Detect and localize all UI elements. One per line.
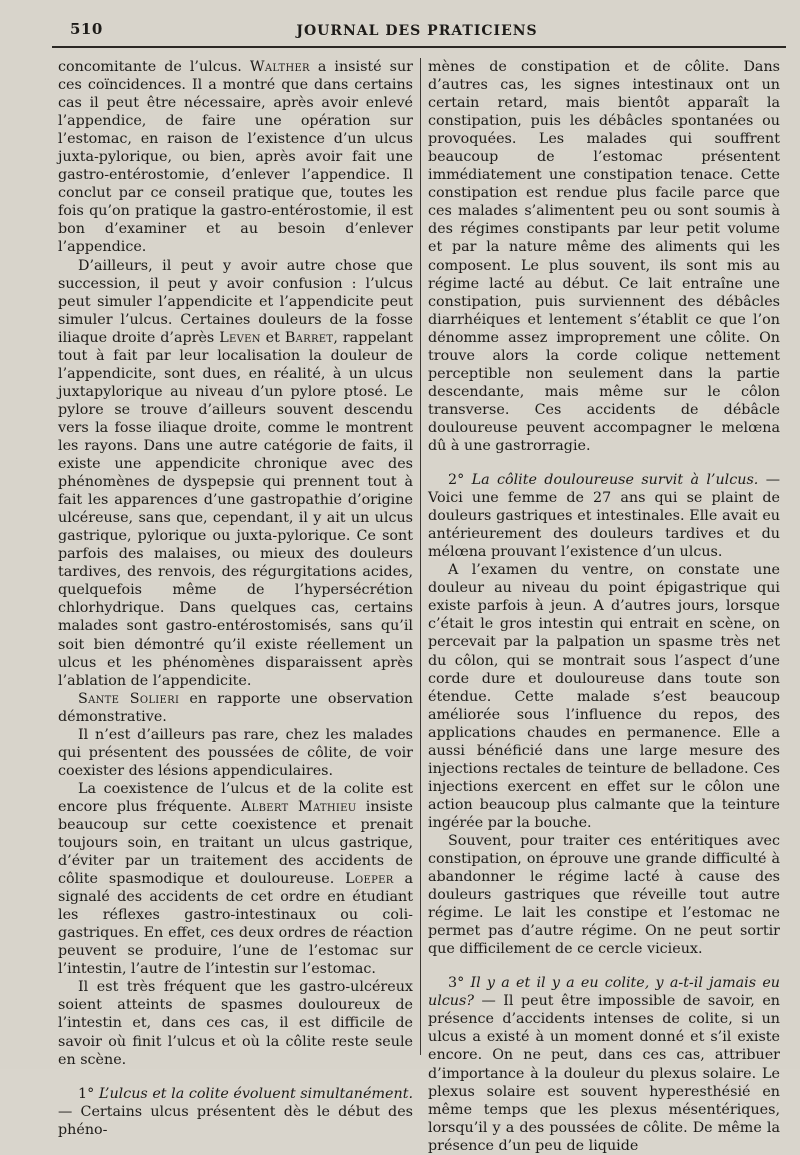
paragraph: Sante Solieri en rapporte une observation démonstrative. — [58, 690, 413, 725]
column-divider — [420, 58, 421, 1055]
author-name: Sante Solieri — [78, 690, 180, 707]
author-name: Barret — [284, 329, 334, 346]
header-rule — [52, 46, 786, 48]
page-header — [52, 18, 782, 44]
section-title: Il y a et il y a eu colite, y a-t-il jamais eu ulcus? — [428, 975, 780, 1010]
page-number: 510 — [70, 20, 103, 38]
paragraph: A l’examen du ventre, on constate une douleur au niveau du point épigastrique qui existe parfois à jeun. A d’autres jours, lorsque c’était le gros intestin qui entrait en scène, on percevait par la palpation un spasme très net du côlon, qui se montrait sous l’aspect d’une corde dure et douloureuse dans toute son étendue. Cette malade s’est beaucoup améliorée sous l’influence du repos, des applications chaudes en permanence. Elle a aussi bénéficié dans une large mesure des injections rectales de teinture de belladone. Ces injections exercent en effet sur le côlon une action beaucoup plus calmante que la teinture ingérée par la bouche. — [428, 562, 780, 831]
author-name: Walther — [249, 59, 310, 75]
paragraph: concomitante de l’ulcus. Walther a insisté sur ces coïncidences. Il a montré que dans certains cas il peut être nécessaire, après avoir enlevé l’appendice, de faire une opération sur l’estomac, en raison de l’existence d’un ulcus juxta-pylorique, ou bien, après avoir fait une gastro-entérostomie, d’enlever l’appendice. Il conclut par ce conseil pratique que, toutes les fois qu’on pratique la gastro-entérostomie, il est bon d’examiner et au besoin d’enlever l’appendice. — [58, 59, 413, 256]
paragraph: Il n’est d’ailleurs pas rare, chez les malades qui présentent des poussées de côlite, de voir coexister des lésions appendiculaires. — [58, 726, 413, 779]
left-column — [58, 58, 414, 1138]
section-title: L’ulcus et la colite évoluent simultanément. — [98, 1085, 413, 1102]
section-paragraph: 2° La côlite douloureuse survit à l’ulcus. — Voici une femme de 27 ans qui se plaint de douleurs gastriques et intestinales. Elle avait eu antérieurement des douleurs tardives et du mélœna prouvant l’existence d’un ulcus. — [428, 472, 780, 561]
paragraph: D’ailleurs, il peut y avoir autre chose que succession, il peut y avoir confusion : l’ulcus peut simuler l’appendicite et l’appendicite peut simuler l’ulcus. Certaines douleurs de la fosse iliaque droite d’après Leven et Barret, rappelant tout à fait par leur localisation la douleur de l’appendicite, sont dues, en réalité, à un ulcus juxtapylorique au niveau d’un pylore ptosé. Le pylore se trouve d’ailleurs souvent descendu vers la fosse iliaque droite, comme le montrent les rayons. Dans une autre catégorie de faits, il existe une appendicite chronique avec des phénomènes de dyspepsie qui prennent tout à fait les apparences d’une gastropathie d’origine ulcéreuse, sans que, cependant, il y ait un ulcus gastrique, pylorique ou juxta-pylorique. Ce sont parfois des malaises, ou mieux des douleurs tardives, des renvois, des régurgitations acides, quelquefois même de l’hypersécrétion chlorhydrique. Dans quelques cas, certains malades sont gastro-entérostomisés, sans qu’il soit bien démontré qu’il existe réellement un ulcus et les phénomènes disparaissent après l’ablation de l’appendicite. — [58, 257, 414, 689]
journal-title: JOURNAL DES PRATICIENS — [296, 23, 538, 39]
section-paragraph: 3° Il y a et il y a eu colite, y a-t-il jamais eu ulcus? — Il peut être impossible de savoir, en présence d’accidents intenses de colite, si un ulcus a existé à un moment donné et s’il existe encore. On ne peut, dans ces cas, attribuer d’importance à la douleur du plexus solaire. Le plexus solaire est souvent hyperesthésié en même temps que les plexus mésentériques, lorsqu’il y a des poussées de côlite. De même la présence d’un peu de liquide — [428, 975, 780, 1154]
right-column — [428, 58, 780, 1154]
author-name: Leven — [219, 329, 261, 346]
paragraph: Souvent, pour traiter ces entéritiques avec constipation, on éprouve une grande difficulté à abandonner le régime lacté à cause des douleurs gastriques que réveille tout autre régime. Le lait les constipe et l’estomac ne permet pas d’autre régime. On ne peut sortir que difficilement de ce cercle vicieux. — [428, 832, 780, 958]
section-title: La côlite douloureuse survit à l’ulcus. — [471, 472, 759, 489]
author-name: Loeper — [345, 871, 394, 888]
paragraph: mènes de constipation et de côlite. Dans d’autres cas, les signes intestinaux ont un certain retard, mais bientôt apparaît la constipation, puis les débâcles spontanées ou provoquées. Les malades qui souffrent beaucoup de l’estomac présentent immédiatement une constipation tenace. Cette constipation est rendue plus facile parce que ces malades s’alimentent peu ou sont soumis à des régimes constipants par leur petit volume et par la nature même des aliments qui les composent. Le plus souvent, ils sont mis au régime lacté au début. Ce lait entraîne une constipation, puis surviennent des débâcles diarrhéiques et lentement s’établit ce que l’on dénomme assez improprement une côlite. On trouve alors la corde colique nettement perceptible non seulement dans la partie descendante, mais même sur le côlon transverse. Ces accidents de débâcle douloureuse peuvent accompagner le melœna dû à une gastrorragie. — [428, 59, 780, 454]
paragraph: La coexistence de l’ulcus et de la colite est encore plus fréquente. Albert Mathieu insiste beaucoup sur cette coexistence et prenait toujours soin, en traitant un ulcus gastrique, d’éviter par un traitement des accidents de côlite spasmodique et douloureuse. Loeper a signalé des accidents de cet ordre en étudiant les réflexes gastro-intestinaux ou coli-gastriques. En effet, ces deux ordres de réaction peuvent se produire, l’une de l’estomac sur l’intestin, l’autre de l’intestin sur l’estomac. — [58, 780, 413, 978]
section-paragraph: 1° L’ulcus et la colite évoluent simultanément. — Certains ulcus présentent dès le début des phéno- — [58, 1085, 413, 1138]
paragraph: Il est très fréquent que les gastro-ulcéreux soient atteints de spasmes douloureux de l’intestin et, dans ces cas, il est difficile de savoir où finit l’ulcus et où la côlite reste seule en scène. — [58, 979, 413, 1068]
author-name: Albert Mathieu — [241, 798, 357, 815]
